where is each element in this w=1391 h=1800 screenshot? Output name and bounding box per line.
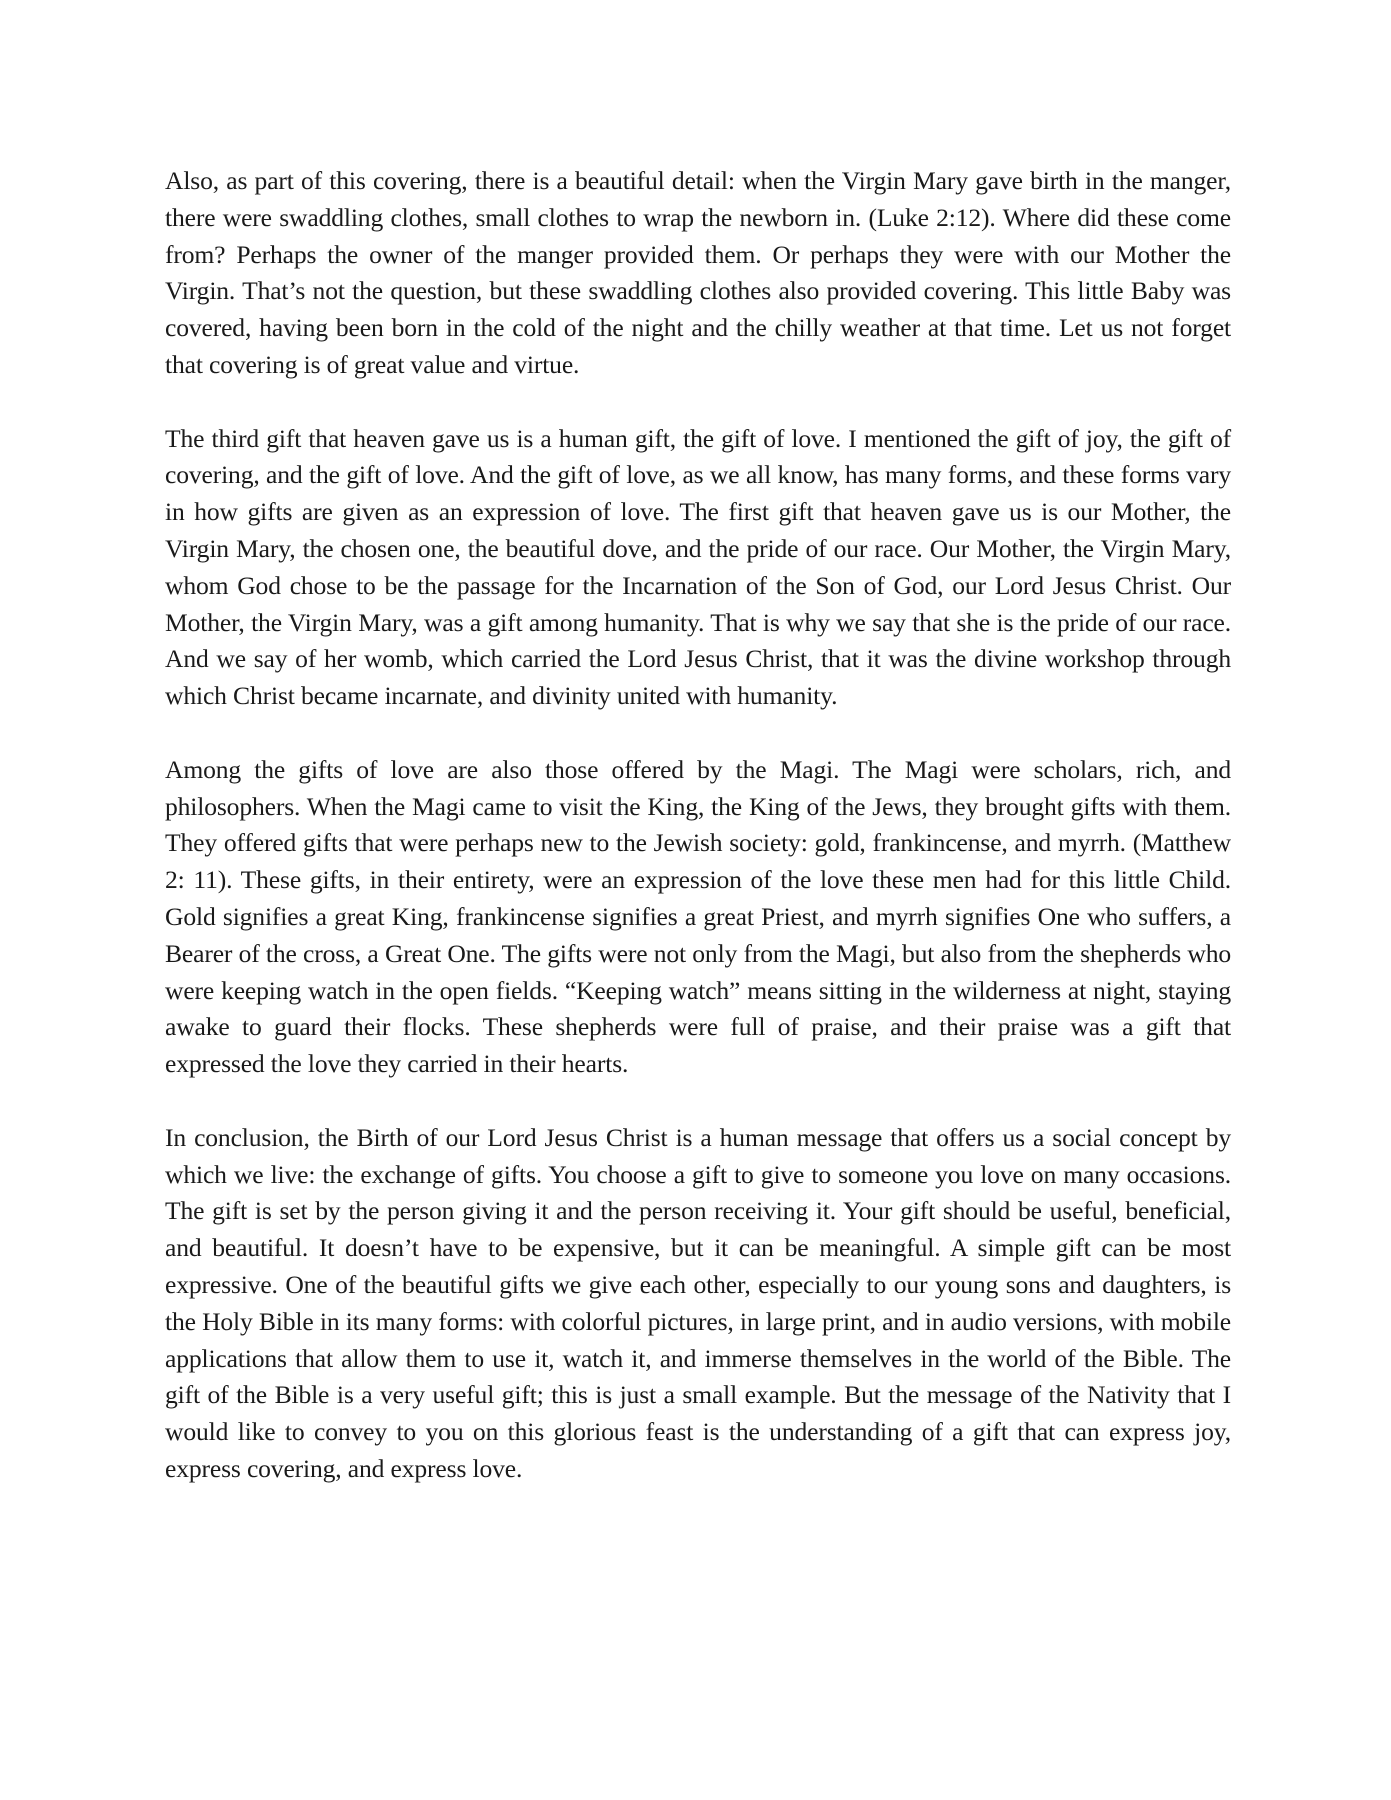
paragraph-conclusion: In conclusion, the Birth of our Lord Jesus Christ is a human message that offers us a social concept by which we live: the exchange of gifts. You choose a gift to give to someone you love on many occasions. The gift is set by the person giving it and the person receiving it. Your gift should be useful, beneficial, and beautiful. It doesn’t have to be expensive, but it can be meaningful. A simple gift can be most expressive. One of the beautiful gifts we give each other, especially to our young sons and daughters, is the Holy Bible in its many forms: with colorful pictures, in large print, and in audio versions, with mobile applications that allow them to use it, watch it, and immerse themselves in the world of the Bible. The gift of the Bible is a very useful gift; this is just a small example. But the message of the Nativity that I would like to convey to you on this glorious feast is the understanding of a gift that can express joy, express covering, and express love.	[165, 1122, 1231, 1483]
paragraph-gifts-of-magi: Among the gifts of love are also those offered by the Magi. The Magi were scholars, rich, and philosophers. When the Magi came to visit the King, the King of the Jews, they brought gifts with them. They offered gifts that were perhaps new to the Jewish society: gold, frankincense, and myrrh. (Matthew 2: 11). These gifts, in their entirety, were an expression of the love these men had for this little Child. Gold signifies a great King, frankincense signifies a great Priest, and myrrh signifies One who suffers, a Bearer of the cross, a Great One. The gifts were not only from the Magi, but also from the shepherds who were keeping watch in the open fields. “Keeping watch” means sitting in the wilderness at night, staying awake to guard their flocks. These shepherds were full of praise, and their praise was a gift that expressed the love they carried in their hearts.	[165, 754, 1231, 1079]
paragraph-gift-of-love: The third gift that heaven gave us is a human gift, the gift of love. I mentioned the gift of joy, the gift of covering, and the gift of love. And the gift of love, as we all know, has many forms, and these forms vary in how gifts are given as an expression of love. The first gift that heaven gave us is our Mother, the Virgin Mary, the chosen one, the beautiful dove, and the pride of our race. Our Mother, the Virgin Mary, whom God chose to be the passage for the Incarnation of the Son of God, our Lord Jesus Christ. Our Mother, the Virgin Mary, was a gift among humanity. That is why we say that she is the pride of our race. And we say of her womb, which carried the Lord Jesus Christ, that it was the divine workshop through which Christ became incarnate, and divinity united with humanity.	[165, 423, 1231, 711]
paragraph-swaddling-clothes-covering: Also, as part of this covering, there is a beautiful detail: when the Virgin Mary gave birth in the manger, there were swaddling clothes, small clothes to wrap the newborn in. (Luke 2:12). Where did these come from? Perhaps the owner of the manger provided them. Or perhaps they were with our Mother the Virgin. That’s not the question, but these swaddling clothes also provided covering. This little Baby was covered, having been born in the cold of the night and the chilly weather at that time. Let us not forget that covering is of great value and virtue.	[165, 166, 1231, 379]
document-page	[165, 163, 1231, 1488]
